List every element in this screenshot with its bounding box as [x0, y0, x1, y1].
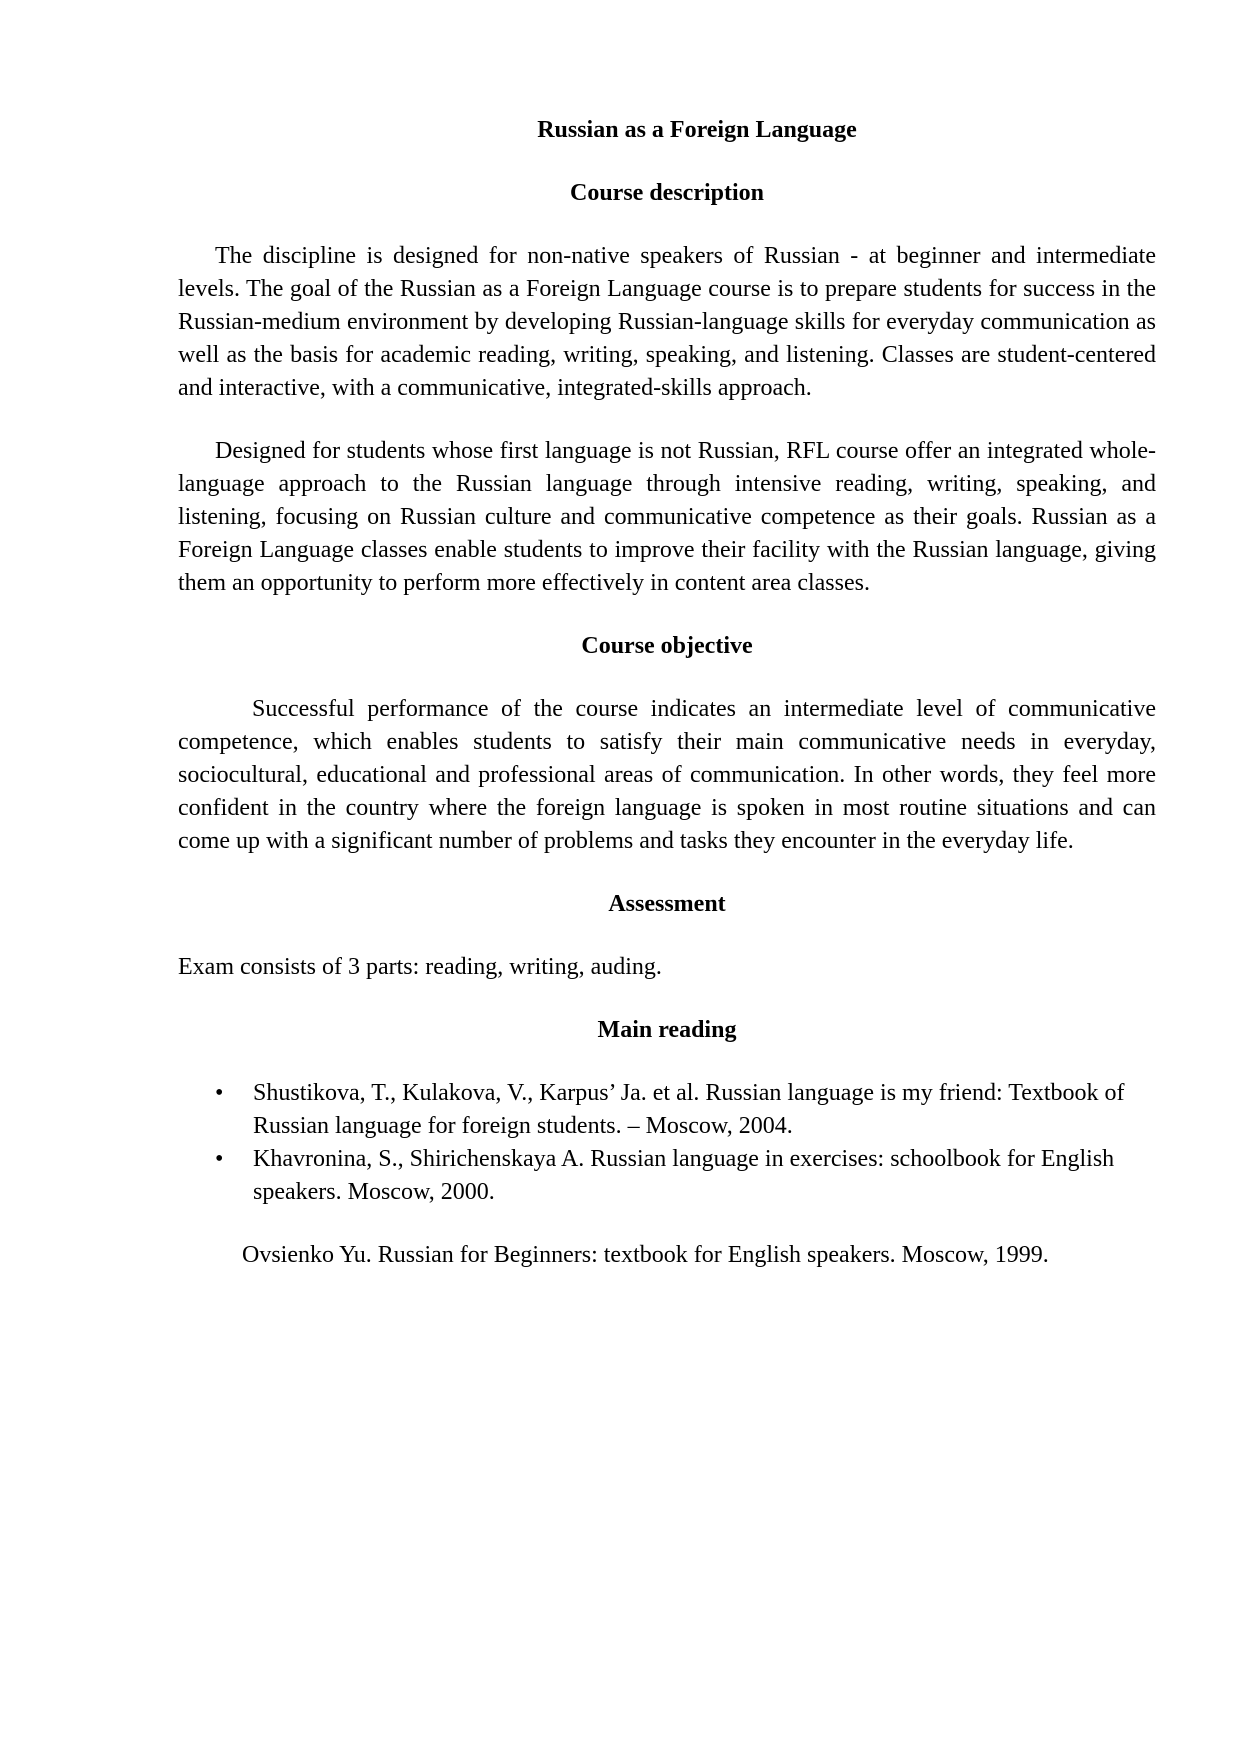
objective-heading: Course objective	[581, 633, 753, 659]
assessment-heading: Assessment	[608, 891, 726, 917]
reading-list	[178, 1077, 1156, 1209]
document-title: Russian as a Foreign Language	[537, 117, 857, 143]
objective-paragraph: Successful performance of the course indicates an intermediate level of communicative competence, which enables students to satisfy their main communicative needs in everyday, sociocultural, educational and professional areas of communication. In other words, they feel more confident in the country where the foreign language is spoken in most routine situations and can come up with a significant number of problems and tasks they encounter in the everyday life.	[178, 696, 1156, 854]
description-heading: Course description	[570, 180, 764, 206]
description-paragraph-1: The discipline is designed for non-native speakers of Russian - at beginner and intermediate levels. The goal of the Russian as a Foreign Language course is to prepare students for success in the Russian-medium environment by developing Russian-language skills for everyday communication as well as the basis for academic reading, writing, speaking, and listening. Classes are student-centered and interactive, with a communicative, integrated-skills approach.	[178, 243, 1156, 401]
assessment-paragraph: Exam consists of 3 parts: reading, writing, auding.	[178, 954, 662, 980]
reading-item-text: Shustikova, T., Kulakova, V., Karpus’ Ja. et al. Russian language is my friend: Textbook of Russian language for foreign students. – Moscow, 2004.	[253, 1080, 1125, 1139]
bullet-icon: •	[215, 1146, 224, 1172]
list-item	[178, 1143, 1156, 1209]
description-paragraph-2: Designed for students whose first language is not Russian, RFL course offer an integrated whole-language approach to the Russian language through intensive reading, writing, speaking, and listening, focusing on Russian culture and communicative competence as their goals. Russian as a Foreign Language classes enable students to improve their facility with the Russian language, giving them an opportunity to perform more effectively in content area classes.	[178, 438, 1156, 596]
list-item	[178, 1077, 1156, 1143]
reading-heading: Main reading	[597, 1017, 737, 1043]
reading-item-text: Khavronina, S., Shirichenskaya A. Russian language in exercises: schoolbook for English speakers. Moscow, 2000.	[253, 1146, 1115, 1205]
bullet-icon: •	[215, 1080, 224, 1106]
reading-extra-reference: Ovsienko Yu. Russian for Beginners: textbook for English speakers. Moscow, 1999.	[242, 1242, 1049, 1268]
document-body	[178, 114, 1156, 1272]
